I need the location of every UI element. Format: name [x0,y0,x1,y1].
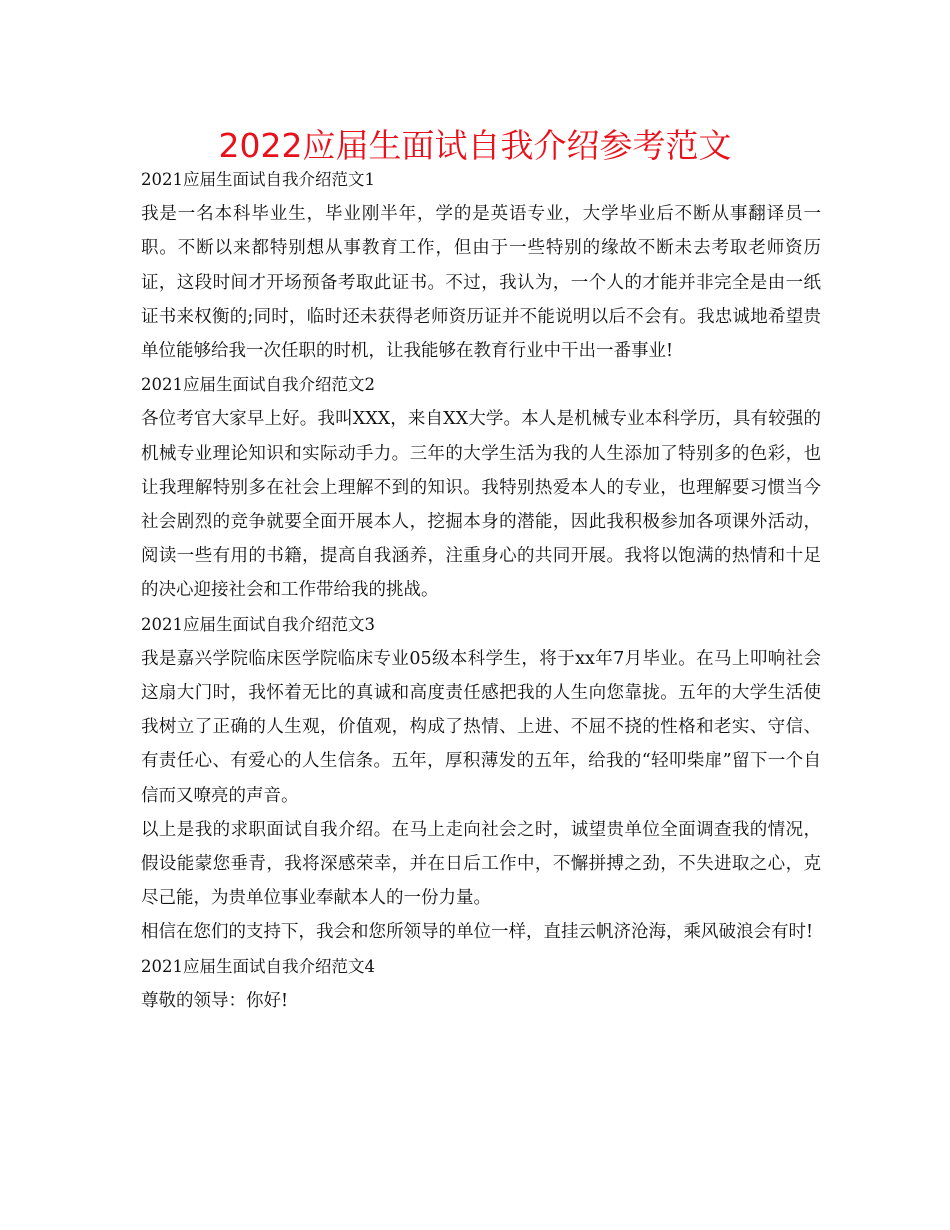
section-3-paragraph-1: 我是嘉兴学院临床医学院临床专业05级本科学生，将于xx年7月毕业。在马上叩响社会这扇大门时，我怀着无比的真诚和高度责任感把我的人生向您靠拢。五年的大学生活使我树立了正确的人生观，价值观，构成了热情、上进、不屈不挠的性格和老实、守信、有责任心、有爱心的人生信条。五年，厚积薄发的五年，给我的“轻叩柴扉”留下一个自信而又嘹亮的声音。 [141,648,821,806]
section-heading-4: 2021应届生面试自我介绍范文4 [141,956,375,976]
section-heading-3: 2021应届生面试自我介绍范文3 [141,614,375,634]
document-body [141,163,821,1018]
section-3-paragraph-3: 相信在您们的支持下，我会和您所领导的单位一样，直挂云帆济沧海，乘风破浪会有时! [141,922,814,943]
section-2-paragraph-1: 各位考官大家早上好。我叫XXX，来自XX大学。本人是机械专业本科学历，具有较强的机械专业理论知识和实际动手力。三年的大学生活为我的人生添加了特别多的色彩，也让我理解特别多在社会上理解不到的知识。我特别热爱本人的专业，也理解要习惯当今社会剧烈的竞争就要全面开展本人，挖掘本身的潜能，因此我积极参加各项课外活动，阅读一些有用的书籍，提高自我涵养，注重身心的共同开展。我将以饱满的热情和十足的决心迎接社会和工作带给我的挑战。 [141,409,821,601]
section-3-paragraph-2: 以上是我的求职面试自我介绍。在马上走向社会之时，诚望贵单位全面调查我的情况，假设能蒙您垂青，我将深感荣幸，并在日后工作中，不懈拼搏之劲，不失进取之心，克尽己能，为贵单位事业奉献本人的一份力量。 [141,819,821,909]
section-4-paragraph-1: 尊敬的领导：你好! [141,990,289,1011]
section-heading-2: 2021应届生面试自我介绍范文2 [141,375,375,395]
document-title: 2022应届生面试自我介绍参考范文 [218,126,732,165]
section-heading-1: 2021应届生面试自我介绍范文1 [141,170,375,189]
section-1-paragraph-1: 我是一名本科毕业生，毕业刚半年，学的是英语专业，大学毕业后不断从事翻译员一职。不断以来都特别想从事教育工作，但由于一些特别的缘故不断未去考取老师资历证，这段时间才开场预备考取此证书。不过，我认为，一个人的才能并非完全是由一纸证书来权衡的;同时，临时还未获得老师资历证并不能说明以后不会有。我忠诚地希望贵单位能够给我一次任职的时机，让我能够在教育行业中干出一番事业! [141,204,821,362]
